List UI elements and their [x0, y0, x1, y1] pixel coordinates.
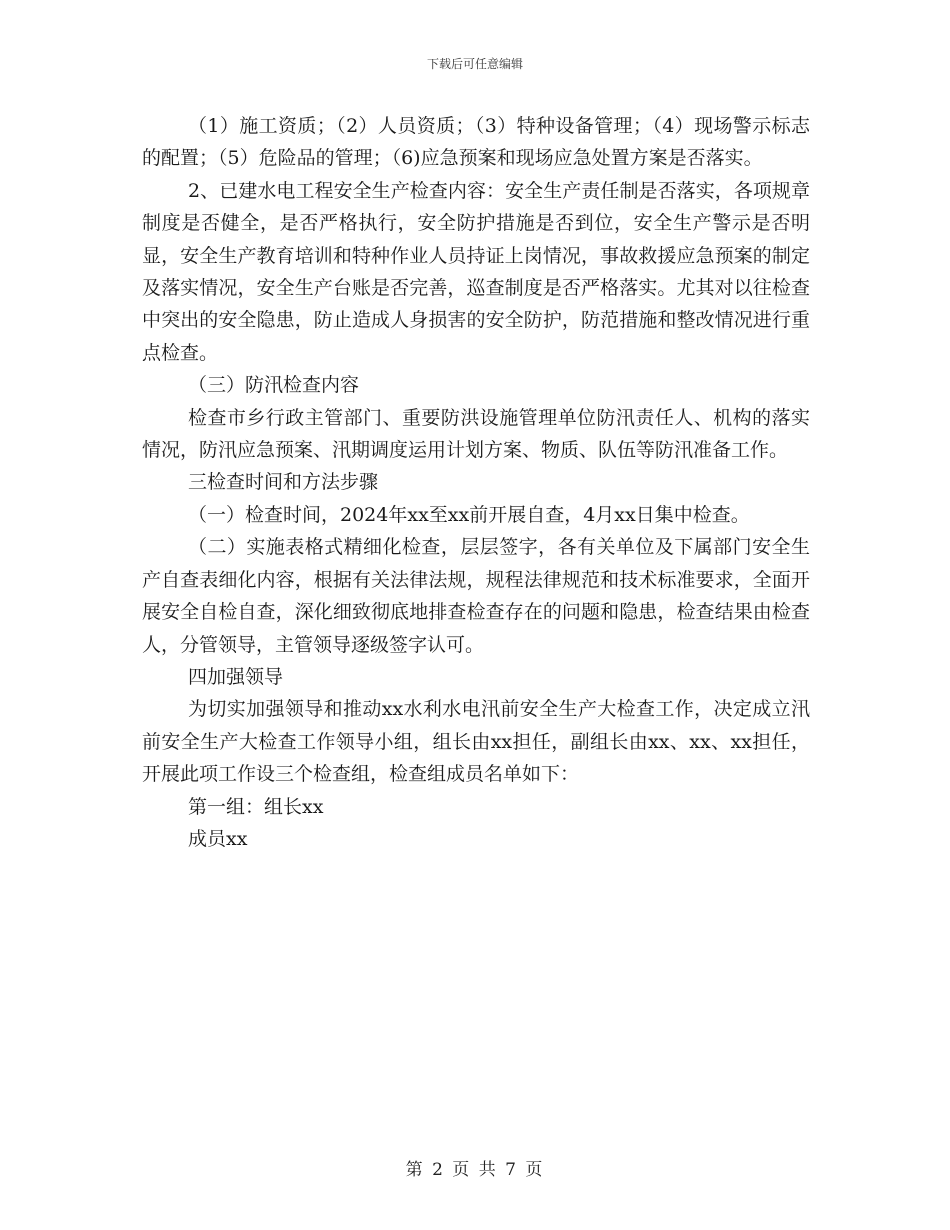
page-header: 下载后可任意编辑 [426, 57, 523, 71]
paragraph-inspection-items: （1）施工资质；（2）人员资质；（3）特种设备管理；（4）现场警示标志的配置；（5）危险品的管理；（6)应急预案和现场应急处置方案是否落实。 [142, 115, 810, 170]
paragraph-group-one-members: 成员xx [188, 827, 248, 850]
paragraph-inspection-time: （一）检查时间，2024年xx至xx前开展自查，4月xx日集中检查。 [188, 503, 750, 526]
paragraph-flood-control-content: 检查市乡行政主管部门、重要防洪设施管理单位防汛责任人、机构的落实情况，防汛应急预案、汛期调度运用计划方案、物质、队伍等防汛准备工作。 [142, 406, 810, 462]
paragraph-built-hydropower-inspection: 2、已建水电工程安全生产检查内容：安全生产责任制是否落实，各项规章制度是否健全，是否严格执行，安全防护措施是否到位，安全生产警示是否明显，安全生产教育培训和特种作业人员持证上岗情况，事故救援应急预案的制定及落实情况，安全生产台账是否完善，巡查制度是否严格落实。尤其对以往检查中突出的安全隐患，防止造成人身损害的安全防护，防范措施和整改情况进行重点检查。 [142, 179, 810, 364]
page-number: 第 2 页 共 7 页 [405, 1160, 545, 1180]
heading-flood-control-inspection: （三）防汛检查内容 [188, 374, 360, 397]
document-body [142, 110, 810, 855]
heading-time-and-method: 三检查时间和方法步骤 [188, 471, 379, 494]
heading-strengthen-leadership: 四加强领导 [188, 665, 284, 688]
paragraph-group-one-leader: 第一组：组长xx [188, 795, 324, 818]
paragraph-table-inspection: （二）实施表格式精细化检查，层层签字，各有关单位及下属部门安全生产自查表细化内容，根据有关法律法规，规程法律规范和技术标准要求，全面开展安全自检自查，深化细致彻底地排查检查存在的问题和隐患，检查结果由检查人，分管领导，主管领导逐级签字认可。 [142, 536, 810, 656]
paragraph-leadership-group: 为切实加强领导和推动xx水利水电汛前安全生产大检查工作，决定成立汛前安全生产大检查工作领导小组，组长由xx担任，副组长由xx、xx、xx担任，开展此项工作设三个检查组，检查组成员名单如下： [142, 698, 810, 786]
